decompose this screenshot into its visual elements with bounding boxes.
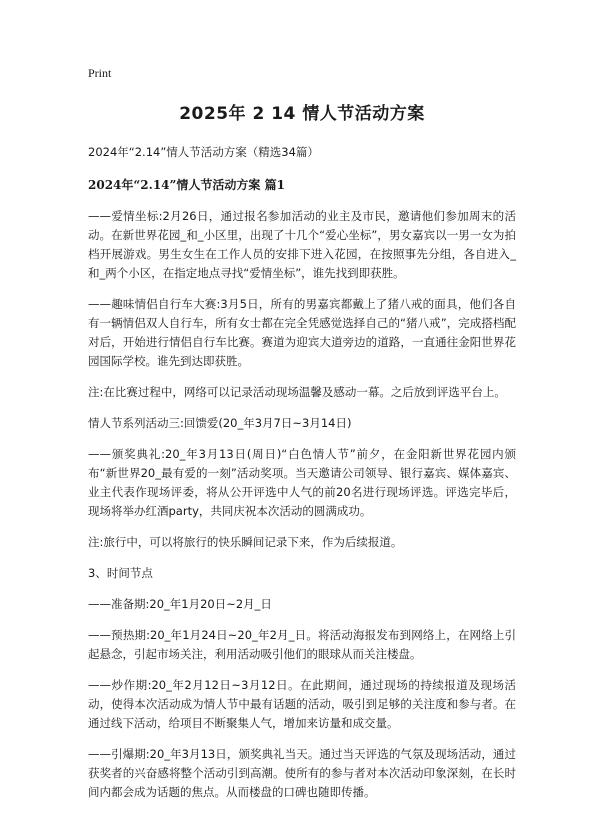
paragraph: ——趣味情侣自行车大赛:3月5日，所有的男嘉宾都戴上了猪八戒的面具，他们各自有一辆情侣双人自行车，所有女士都在完全凭感觉选择自己的“猪八戒”，完成搭档配对后，开始进行情侣自行车比赛。赛道为迎宾大道旁边的道路，一直通往金阳世界花园国际学校。谁先到达即获胜。	[88, 297, 516, 368]
paragraph: ——爱情坐标:2月26日，通过报名参加活动的业主及市民，邀请他们参加周末的活动。在新世界花园_和_小区里，出现了十几个“爱心坐标”，男女嘉宾以一男一女为拍档开展游戏。男生女生在工作人员的安排下进入花园，在按照事先分组，各自进入_和_两个小区，在指定地点寻找“爱情坐标”，谁先找到即获胜。	[88, 209, 516, 280]
section-heading: 2024年“2.14”情人节活动方案 篇1	[88, 178, 285, 192]
document-subtitle: 2024年“2.14”情人节活动方案（精选34篇）	[88, 145, 319, 159]
paragraph: ——预热期:20_年1月24日~20_年2月_日。将活动海报发布到网络上，在网络上引起悬念，引起市场关注，利用活动吸引他们的眼球从而关注楼盘。	[88, 628, 516, 661]
paragraph: ——准备期:20_年1月20日~2月_日	[88, 597, 272, 611]
print-link[interactable]: Print	[88, 66, 112, 80]
paragraph: 3、时间节点	[88, 566, 153, 580]
paragraph: 情人节系列活动三:回馈爱(20_年3月7日~3月14日)	[88, 416, 352, 430]
page-title: 2025年 2 14 情人节活动方案	[179, 104, 425, 124]
document-page	[88, 66, 516, 814]
paragraph: ——引爆期:20_年3月13日，颁奖典礼当天。通过当天评选的气氛及现场活动，通过获奖者的兴奋感将整个活动引到高潮。使所有的参与者对本次活动印象深刻，在长时间内都会成为话题的焦点。从而楼盘的口碑也随即传播。	[88, 747, 516, 799]
paragraph: 注:在比赛过程中，网络可以记录活动现场温馨及感动一幕。之后放到评选平台上。	[88, 385, 506, 399]
paragraph: 注:旅行中，可以将旅行的快乐瞬间记录下来，作为后续报道。	[88, 535, 403, 549]
paragraph: ——颁奖典礼:20_年3月13日(周日)“白色情人节”前夕，在金阳新世界花园内颁布“新世界20_最有爱的一刻”活动奖项。当天邀请公司领导、银行嘉宾、媒体嘉宾、业主代表作现场评委，将从公开评选中人气的前20名进行现场评选。评选完毕后，现场将举办红酒party，共同庆祝本次活动的圆满成功。	[88, 447, 516, 518]
paragraph: ——炒作期:20_年2月12日~3月12日。在此期间，通过现场的持续报道及现场活动，使得本次活动成为情人节中最有话题的活动，吸引到足够的关注度和参与者。在通过线下活动，给项目不断聚集人气，增加来访量和成交量。	[88, 678, 516, 730]
